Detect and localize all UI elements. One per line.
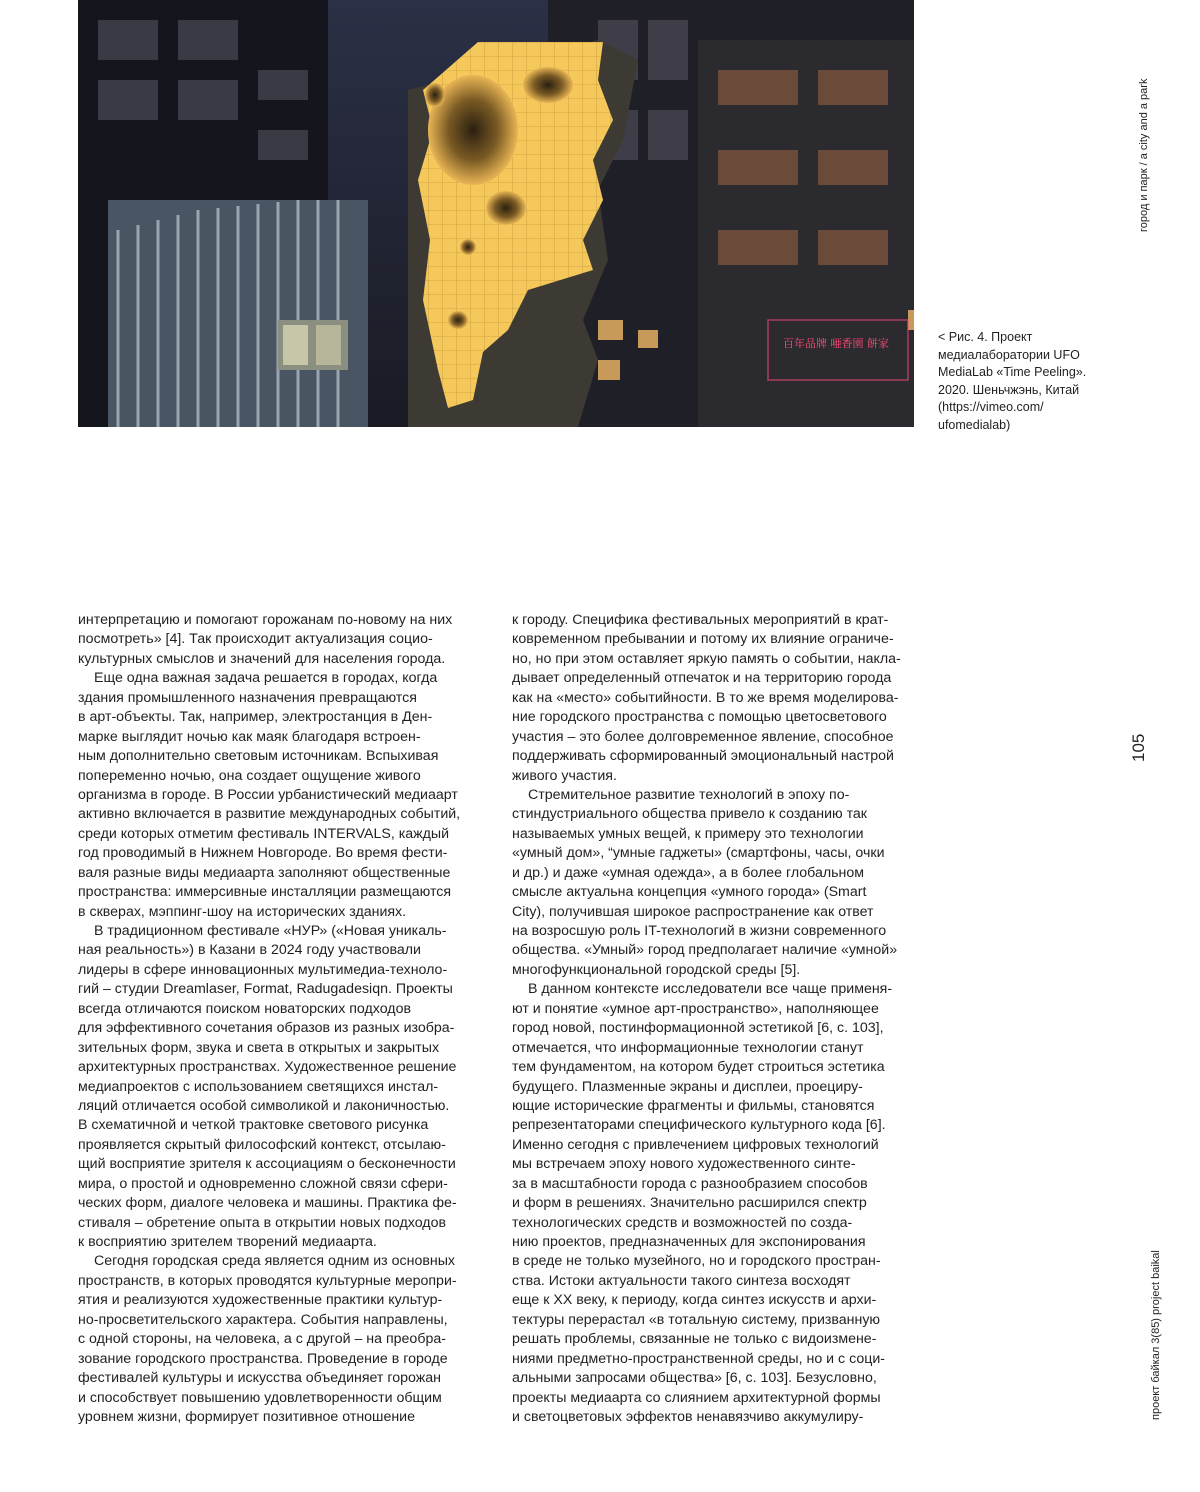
text-line: как на «место» событийности. В то же время моделирова- bbox=[512, 689, 912, 708]
figure-caption bbox=[938, 329, 1098, 434]
text-line: решать проблемы, связанные не только с видоизмене- bbox=[512, 1330, 912, 1349]
text-line: за в масштабности города с разнообразием способов bbox=[512, 1175, 912, 1194]
text-line: попеременно ночью, она создает ощущение живого bbox=[78, 767, 478, 786]
text-line: ческих форм, диалоге человека и машины. Практика фе- bbox=[78, 1194, 478, 1213]
text-line: Еще одна важная задача решается в городах, когда bbox=[78, 669, 478, 688]
text-line: здания промышленного назначения превращаются bbox=[78, 689, 478, 708]
text-line: щий восприятие зрителя к ассоциациям о бесконечности bbox=[78, 1155, 478, 1174]
caption-line: (https://vimeo.com/ bbox=[938, 399, 1098, 417]
text-line: с одной стороны, на человека, а с другой – на преобра- bbox=[78, 1330, 478, 1349]
text-line: общества. «Умный» город предполагает наличие «умной» bbox=[512, 941, 912, 960]
text-line: стиндустриального общества привело к созданию так bbox=[512, 805, 912, 824]
text-line: нию проектов, предназначенных для экспонирования bbox=[512, 1233, 912, 1252]
text-line: пространств, в которых проводятся культурные меропри- bbox=[78, 1272, 478, 1291]
text-line: мы встречаем эпоху нового художественного синте- bbox=[512, 1155, 912, 1174]
text-line: уровнем жизни, формирует позитивное отношение bbox=[78, 1408, 478, 1427]
text-line: отмечается, что информационные технологии станут bbox=[512, 1039, 912, 1058]
text-line: но, но при этом оставляет яркую память о событии, накла- bbox=[512, 650, 912, 669]
text-line: ная реальность») в Казани в 2024 году участвовали bbox=[78, 941, 478, 960]
text-line: пространства: иммерсивные инсталляции размещаются bbox=[78, 883, 478, 902]
caption-line: 2020. Шеньчжэнь, Китай bbox=[938, 382, 1098, 400]
text-line: репрезентаторами специфического культурного кода [6]. bbox=[512, 1116, 912, 1135]
text-line: и форм в решениях. Значительно расширился спектр bbox=[512, 1194, 912, 1213]
text-line: год проводимый в Нижнем Новгороде. Во время фести- bbox=[78, 844, 478, 863]
text-line: ятия и реализуются художественные практики культур- bbox=[78, 1291, 478, 1310]
text-line: В традиционном фестивале «НУР» («Новая уникаль- bbox=[78, 922, 478, 941]
text-line: тем фундаментом, на котором будет строиться эстетика bbox=[512, 1058, 912, 1077]
text-line: ниями предметно-пространственной среды, но и с соци- bbox=[512, 1350, 912, 1369]
text-line: В схематичной и четкой трактовке светового рисунка bbox=[78, 1116, 478, 1135]
text-line: на возросшую роль IT-технологий в жизни современного bbox=[512, 922, 912, 941]
text-line: ют и понятие «умное арт-пространство», наполняющее bbox=[512, 1000, 912, 1019]
text-line: марке выглядит ночью как маяк благодаря встроен- bbox=[78, 728, 478, 747]
text-line: гий – студии Dreamlaser, Format, Radugadesiqn. Проекты bbox=[78, 980, 478, 999]
text-line: организма в городе. В России урбанистический медиаарт bbox=[78, 786, 478, 805]
text-line: «умный дом», “умные гаджеты» (смартфоны, часы, очки bbox=[512, 844, 912, 863]
text-line: многофункциональной городской среды [5]. bbox=[512, 961, 912, 980]
caption-line: медиалаборатории UFO bbox=[938, 347, 1098, 365]
text-line: Стремительное развитие технологий в эпоху по- bbox=[512, 786, 912, 805]
text-line: культурных смыслов и значений для населения города. bbox=[78, 650, 478, 669]
right-text-column bbox=[512, 611, 912, 1427]
journal-label: проект байкал 3(85) project baikal bbox=[1150, 1250, 1162, 1420]
text-line: к городу. Специфика фестивальных мероприятий в крат- bbox=[512, 611, 912, 630]
text-line: City), получившая широкое распространение как ответ bbox=[512, 903, 912, 922]
text-line: зительных форм, звука и света в открытых и закрытых bbox=[78, 1039, 478, 1058]
text-line: участия – это более долговременное явление, способное bbox=[512, 728, 912, 747]
text-line: смысле актуальна концепция «умного города» (Smart bbox=[512, 883, 912, 902]
text-line: в скверах, мэппинг-шоу на исторических зданиях. bbox=[78, 903, 478, 922]
text-line: и светоцветовых эффектов ненавязчиво аккумулиру- bbox=[512, 1408, 912, 1427]
text-line: в среде не только музейного, но и городского простран- bbox=[512, 1252, 912, 1271]
text-line: но-просветительского характера. События направлены, bbox=[78, 1311, 478, 1330]
text-line: технологических средств и возможностей по созда- bbox=[512, 1214, 912, 1233]
text-line: Сегодня городская среда является одним из основных bbox=[78, 1252, 478, 1271]
text-line: посмотреть» [4]. Так происходит актуализация социо- bbox=[78, 630, 478, 649]
section-label: город и парк / a city and a park bbox=[1138, 79, 1150, 232]
text-line: альными запросами общества» [6, с. 103]. Безусловно, bbox=[512, 1369, 912, 1388]
text-line: город новой, постинформационной эстетикой [6, с. 103], bbox=[512, 1019, 912, 1038]
text-line: дывает определенный отпечаток и на территорию города bbox=[512, 669, 912, 688]
text-line: еще к XX веку, к периоду, когда синтез искусств и архи- bbox=[512, 1291, 912, 1310]
text-line: к восприятию зрителем творений медиаарта. bbox=[78, 1233, 478, 1252]
text-line: тектуры перерастал «в тотальную систему, призванную bbox=[512, 1311, 912, 1330]
caption-line: < Рис. 4. Проект bbox=[938, 329, 1098, 347]
text-line: всегда отличаются поиском новаторских подходов bbox=[78, 1000, 478, 1019]
text-line: В данном контексте исследователи все чаще применя- bbox=[512, 980, 912, 999]
text-line: называемых умных вещей, к примеру это технологии bbox=[512, 825, 912, 844]
text-line: Именно сегодня с привлечением цифровых технологий bbox=[512, 1136, 912, 1155]
text-line: ковременном пребывании и потому их влияние ограниче- bbox=[512, 630, 912, 649]
text-line: проявляется скрытый философский контекст, отсылаю- bbox=[78, 1136, 478, 1155]
caption-line: ufomedialab) bbox=[938, 417, 1098, 435]
text-line: зование городского пространства. Проведение в городе bbox=[78, 1350, 478, 1369]
text-line: лидеры в сфере инновационных мультимедиа-техноло- bbox=[78, 961, 478, 980]
text-line: валя разные виды медиаарта заполняют общественные bbox=[78, 864, 478, 883]
text-line: ющие исторические фрагменты и фильмы, становятся bbox=[512, 1097, 912, 1116]
neon-sign-text: 百年品牌 唖香園 餅家 bbox=[783, 336, 889, 350]
text-line: и др.) и даже «умная одежда», а в более глобальном bbox=[512, 864, 912, 883]
text-line: поддерживать сформированный эмоциональный настрой bbox=[512, 747, 912, 766]
text-line: проекты медиаарта со слиянием архитектурной формы bbox=[512, 1389, 912, 1408]
text-line: в арт-объекты. Так, например, электростанция в Ден- bbox=[78, 708, 478, 727]
text-line: и способствует повышению удовлетворенности общим bbox=[78, 1389, 478, 1408]
text-line: активно включается в развитие международных событий, bbox=[78, 805, 478, 824]
page-number: 105 bbox=[1129, 734, 1149, 762]
text-line: стиваля – обретение опыта в открытии новых подходов bbox=[78, 1214, 478, 1233]
text-line: ляций отличается особой символикой и лаконичностью. bbox=[78, 1097, 478, 1116]
text-line: ным дополнительно световым источникам. Вспыхивая bbox=[78, 747, 478, 766]
text-line: для эффективного сочетания образов из разных изобра- bbox=[78, 1019, 478, 1038]
text-line: ства. Истоки актуальности такого синтеза восходят bbox=[512, 1272, 912, 1291]
text-line: интерпретацию и помогают горожанам по-новому на них bbox=[78, 611, 478, 630]
text-line: медиапроектов с использованием светящихся инстал- bbox=[78, 1078, 478, 1097]
left-text-column bbox=[78, 611, 478, 1427]
text-line: будущего. Плазменные экраны и дисплеи, проециру- bbox=[512, 1078, 912, 1097]
caption-line: MediaLab «Time Peeling». bbox=[938, 364, 1098, 382]
neon-sign bbox=[783, 336, 889, 350]
text-line: фестивалей культуры и искусства объединяет горожан bbox=[78, 1369, 478, 1388]
text-line: ние городского пространства с помощью цветосветового bbox=[512, 708, 912, 727]
text-line: архитектурных пространствах. Художественное решение bbox=[78, 1058, 478, 1077]
text-line: мира, о простой и одновременно сложной связи сфери- bbox=[78, 1175, 478, 1194]
text-line: среди которых отметим фестиваль INTERVALS, каждый bbox=[78, 825, 478, 844]
figure-photo bbox=[78, 0, 914, 427]
text-line: живого участия. bbox=[512, 767, 912, 786]
